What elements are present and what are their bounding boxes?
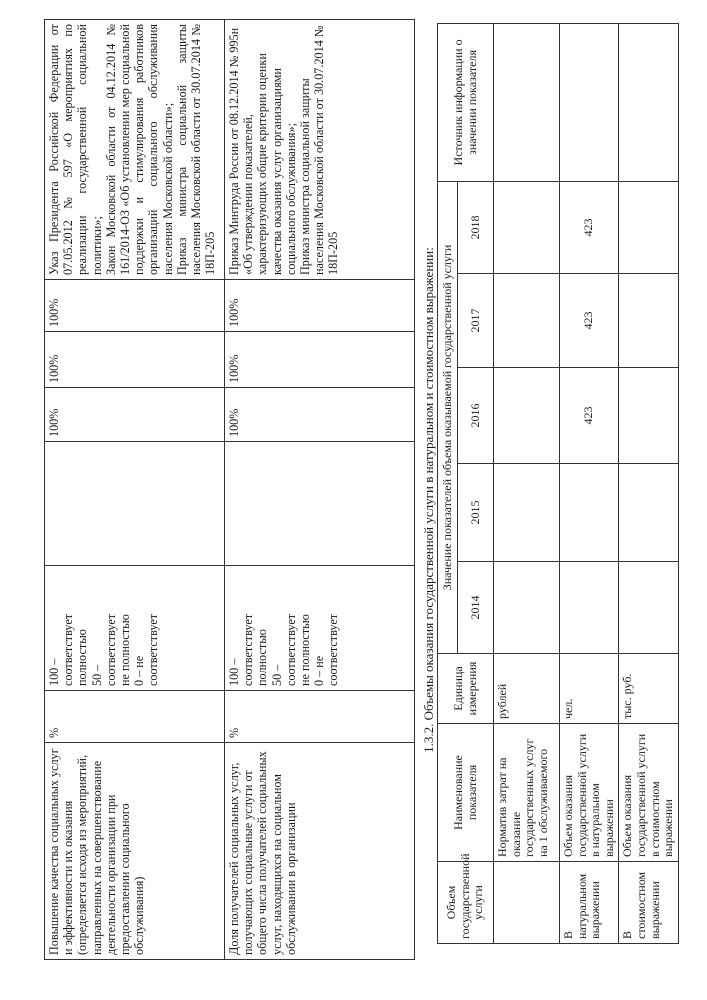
indicator-name: Объем оказания государственной услуги в стоимостном выражении xyxy=(619,724,678,862)
indicator-name: Повышение качества социальных услуг и эффективности их оказания (определяется исходя из мероприятий, направленных на совершенствование деятельности организации при предоставлении социального обслуживания) xyxy=(45,743,225,960)
indicator-unit: % xyxy=(225,691,415,743)
value-cell xyxy=(619,368,678,464)
volume-type: В стоимостном выражении xyxy=(619,862,678,944)
table-row xyxy=(494,23,560,943)
indicator-legal-basis: Указ Президента Российской Федерации от 07.05.2012 № 597 «О мероприятиях по реализации государственной социальной политики»; Закон Московской области от 04.12.2014 № 161/2014-ОЗ «Об установлении мер социальной поддержки и стимулирования работников организаций социального обслуживания населения Московской области»; Приказ министра социальной защиты населения Московской области от 30.07.2014 № 18П-205 xyxy=(45,20,225,280)
table-row xyxy=(619,23,678,943)
value-cell: 423 xyxy=(560,274,619,368)
indicator-name: Доля получателей социальных услуг, получающих социальные услуги от общего числа получателей социальных услуг, находящихся на социальном обслуживании в организации xyxy=(225,743,415,960)
unit: тыс. руб. xyxy=(619,654,678,724)
table-row xyxy=(45,20,225,960)
header-year: 2015 xyxy=(458,464,494,562)
header-year: 2014 xyxy=(458,562,494,654)
indicator-value: 100% xyxy=(225,388,415,442)
indicator-value: 100% xyxy=(225,332,415,388)
volume-type xyxy=(494,862,560,944)
value-cell xyxy=(494,181,560,273)
table-row xyxy=(560,23,619,943)
header-year: 2018 xyxy=(458,181,494,273)
header-volume: Объем государственной услуги xyxy=(438,862,494,944)
table-row xyxy=(225,20,415,960)
unit: рублей xyxy=(494,654,560,724)
table-header-row xyxy=(438,23,458,943)
header-unit: Единица измерения xyxy=(438,654,494,724)
value-cell xyxy=(494,464,560,562)
indicator-name: Объем оказания государственной услуги в натуральном выражении xyxy=(560,724,619,862)
indicator-unit: % xyxy=(45,691,225,743)
value-cell xyxy=(494,562,560,654)
indicator-formula: 100 – соответствует полностью 50 – соответствует не полностью 0 – не соответствует xyxy=(45,566,225,691)
indicator-value xyxy=(45,442,225,566)
indicator-value: 100% xyxy=(45,280,225,332)
indicator-value: 100% xyxy=(45,388,225,442)
value-cell xyxy=(560,464,619,562)
section-caption: 1.3.2. Объемы оказания государственной услуги в натуральном и стоимостном выражении: xyxy=(421,247,436,753)
value-cell xyxy=(494,274,560,368)
header-year: 2017 xyxy=(458,274,494,368)
indicator-legal-basis: Приказ Минтруда России от 08.12.2014 № 995н «Об утверждении показателей, характеризующих общие критерии оценки качества оказания услуг организациями социального обслуживания»; Приказ министра социальной защиты населения Московской области от 30.07.2014 № 18П-205 xyxy=(225,20,415,280)
indicator-value xyxy=(225,442,415,566)
source-cell xyxy=(619,23,678,181)
source-cell xyxy=(494,23,560,181)
header-year: 2016 xyxy=(458,368,494,464)
quality-indicators-table xyxy=(44,19,415,960)
indicator-formula: 100 – соответствует полностью 50 – соответствует не полностью 0 – не соответствует xyxy=(225,566,415,691)
value-cell xyxy=(619,562,678,654)
indicator-value: 100% xyxy=(45,332,225,388)
indicator-name: Норматив затрат на оказание государственных услуг на 1 обслуживаемого xyxy=(494,724,560,862)
value-cell xyxy=(619,181,678,273)
value-cell xyxy=(560,562,619,654)
value-cell xyxy=(619,274,678,368)
value-cell: 423 xyxy=(560,181,619,273)
value-cell: 423 xyxy=(560,368,619,464)
value-cell xyxy=(494,368,560,464)
indicator-value: 100% xyxy=(225,280,415,332)
service-volume-table xyxy=(437,23,679,944)
header-values-group: Значение показателей объема оказываемой государственной услуги xyxy=(438,181,458,653)
value-cell xyxy=(619,464,678,562)
header-indicator: Наименование показателя xyxy=(438,724,494,862)
volume-type: В натуральном выражении xyxy=(560,862,619,944)
source-cell xyxy=(560,23,619,181)
unit: чел. xyxy=(560,654,619,724)
header-source: Источник информации о значении показателя xyxy=(438,23,494,181)
